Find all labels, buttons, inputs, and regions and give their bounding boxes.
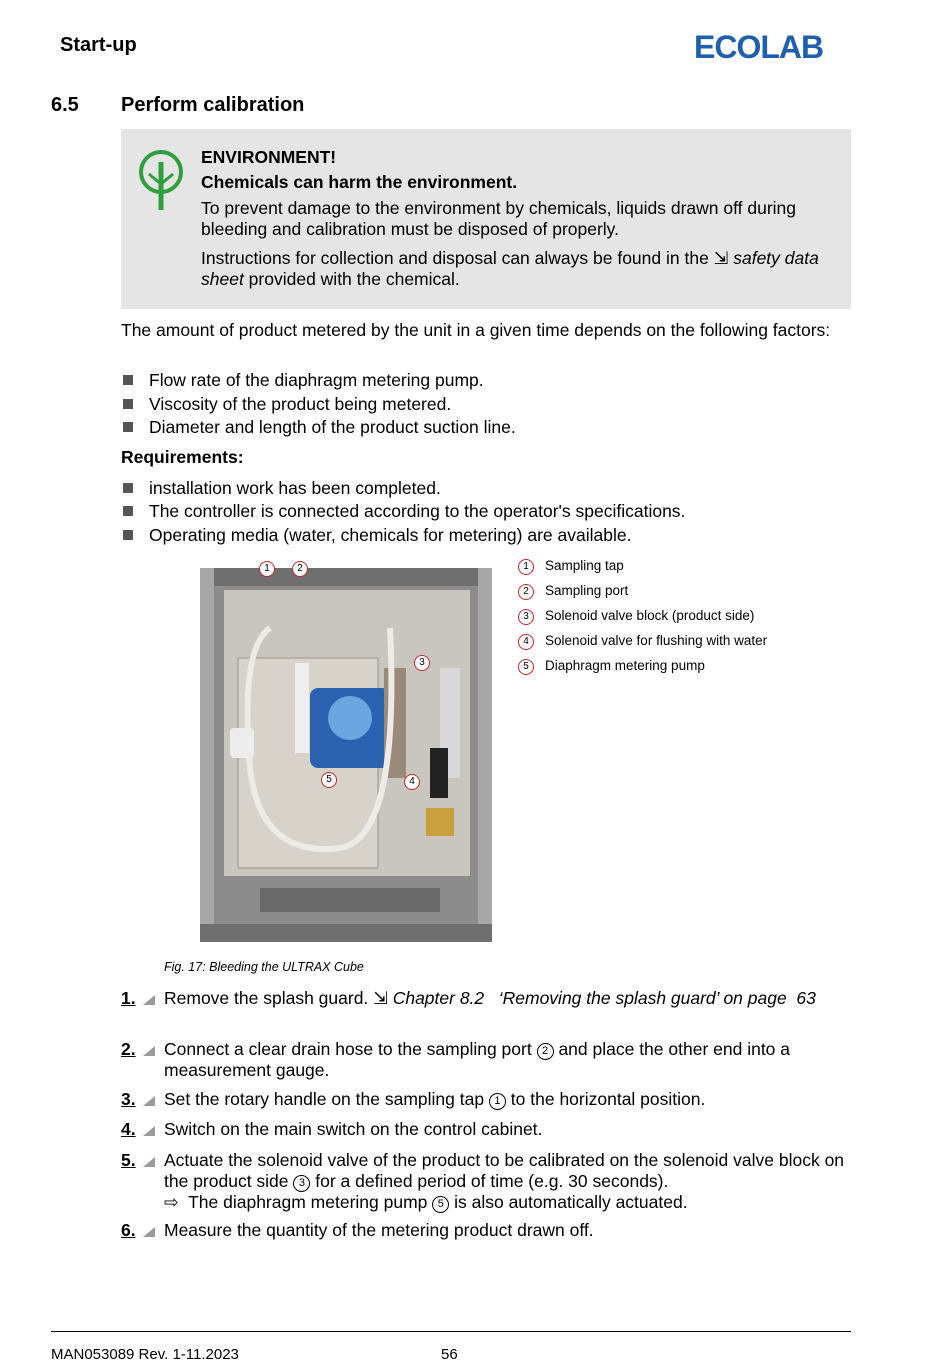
ref-number: 1 [489,1093,506,1110]
step-5: 5. Actuate the solenoid valve of the product to be calibrated on the solenoid valve block on the product side 3 for a defined period of time (e.g. 30 seconds). ⇨ The diaphragm metering pump 5 is also automatically actuated. [121,1150,845,1212]
step-4: 4. Switch on the main switch on the control cabinet. [121,1119,543,1139]
section-title: Perform calibration [121,94,305,116]
bullet-square-icon [123,530,133,540]
callout-1: 1 [259,561,275,577]
link-arrow-icon: ⇲ [713,248,729,268]
environment-heading: ENVIRONMENT! [201,147,337,167]
callout-2: 2 [292,561,308,577]
step-2: 2. Connect a clear drain hose to the sampling port 2 and place the other end into a measurement gauge. [121,1039,791,1080]
step-3: 3. Set the rotary handle on the sampling tap 1 to the horizontal position. [121,1089,706,1109]
chapter-link[interactable]: Chapter 8.2 ‘Removing the splash guard’ on page 63 [392,988,816,1008]
list-item: Operating media (water, chemicals for metering) are available. [123,525,631,546]
bullet-square-icon [123,506,133,516]
ref-number: 2 [537,1043,554,1060]
ecolab-logo [694,30,844,62]
step-arrow-icon [143,992,157,1006]
list-item: installation work has been completed. [123,478,441,499]
list-item: Flow rate of the diaphragm metering pump. [123,370,484,391]
footer-page-number: 56 [441,1346,458,1363]
list-item: Viscosity of the product being metered. [123,394,451,415]
environment-text-2: Instructions for collection and disposal can always be found in the ⇲ safety data sheet provided with the chemical. [201,248,819,289]
header-title: Start-up [60,34,137,56]
logo-text: ECOLAB [694,30,824,62]
step-1: 1. Remove the splash guard. ⇲ Chapter 8.2 ‘Removing the splash guard’ on page 63 [121,988,816,1008]
callout-3: 3 [414,655,430,671]
legend-item: 4 Solenoid valve for flushing with water [518,632,534,650]
bullet-square-icon [123,483,133,493]
footer-doc-id: MAN053089 Rev. 1-11.2023 [51,1346,239,1363]
result-arrow-icon: ⇨ [164,1192,179,1212]
step-arrow-icon [143,1043,157,1057]
legend-item: 2 Sampling port [518,582,534,600]
step-arrow-icon [143,1224,157,1238]
ultrax-cube-photo [200,568,492,942]
link-arrow-icon: ⇲ [373,988,388,1008]
legend-item: 3 Solenoid valve block (product side) [518,607,534,625]
footer-divider [51,1331,851,1332]
requirements-heading: Requirements: [121,447,244,467]
figure-caption: Fig. 17: Bleeding the ULTRAX Cube [164,960,364,974]
legend-item: 5 Diaphragm metering pump [518,657,534,675]
environment-tree-icon [135,148,187,212]
step-arrow-icon [143,1154,157,1168]
step-arrow-icon [143,1093,157,1107]
legend-item: 1 Sampling tap [518,557,534,575]
ref-number: 3 [293,1175,310,1192]
list-item: The controller is connected according to the operator's specifications. [123,501,685,522]
bullet-square-icon [123,375,133,385]
bullet-square-icon [123,422,133,432]
callout-5: 5 [321,772,337,788]
step-6: 6. Measure the quantity of the metering product drawn off. [121,1220,594,1240]
callout-4: 4 [404,774,420,790]
environment-text-1: To prevent damage to the environment by chemicals, liquids drawn off during bleeding and calibration must be disposed of properly. [201,198,797,239]
environment-subheading: Chemicals can harm the environment. [201,172,518,192]
safety-data-sheet-link[interactable]: safety data sheet [201,248,819,289]
bullet-square-icon [123,399,133,409]
step-arrow-icon [143,1123,157,1137]
list-item: Diameter and length of the product suction line. [123,417,516,438]
intro-paragraph: The amount of product metered by the unit in a given time depends on the following factors: [121,320,831,340]
ref-number: 5 [432,1196,449,1213]
section-number: 6.5 [51,94,79,116]
